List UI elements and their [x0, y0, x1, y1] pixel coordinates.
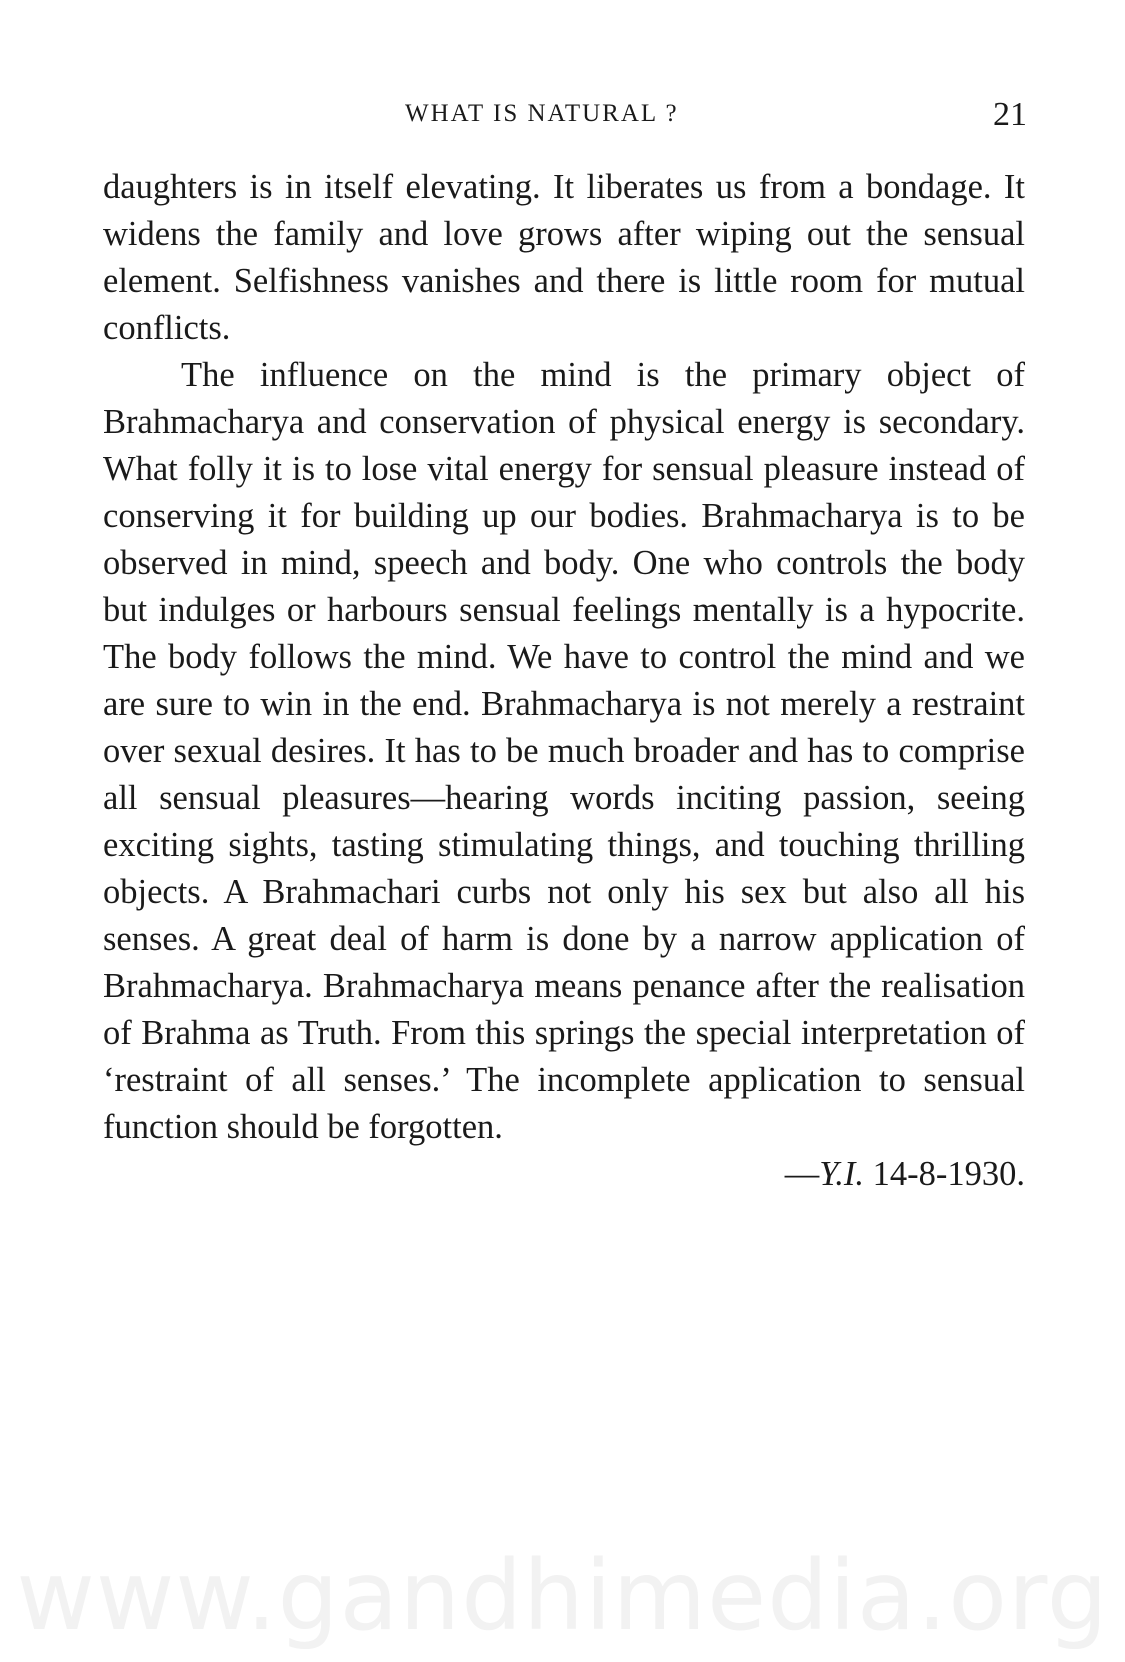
watermark: www.gandhimedia.org [16, 1540, 1109, 1652]
paragraph-2: The influence on the mind is the primary object of Brahmacharya and conservation of physical energy is secondary. What folly it is to lose vital energy for sensual pleasure instead of conserving it for building up our bodies. Brahmacharya is to be observed in mind, speech and body. One who controls the body but indulges or harbours sensual feelings mentally is a hypocrite. The body follows the mind. We have to control the mind and we are sure to win in the end. Brahmacharya is not merely a restraint over sexual desires. It has to be much broader and has to comprise all sensual pleasures—hearing words inciting passion, seeing exciting sights, tasting stimulating things, and touching thrilling objects. A Brahmachari curbs not only his sex but also all his senses. A great deal of harm is done by a narrow application of Brahmacharya. Brahmacharya means penance after the realisation of Brahma as Truth. From this springs the special interpretation of ‘restraint of all senses.’ The incomplete application to sensual function should be forgotten. [103, 356, 1025, 1146]
citation-source: Y.I. [819, 1155, 865, 1193]
running-head [0, 96, 1125, 136]
citation-date: 14-8-1930. [872, 1155, 1025, 1193]
running-title: WHAT IS NATURAL ? [405, 100, 679, 127]
citation-dash: — [784, 1155, 820, 1193]
source-citation [103, 1151, 1025, 1198]
paragraph-1: daughters is in itself elevating. It liberates us from a bondage. It widens the family and love grows after wiping out the sensual element. Selfishness vanishes and there is little room for mutual conflicts. [103, 168, 1025, 347]
body-text [103, 164, 1025, 1198]
page-number: 21 [993, 96, 1027, 133]
